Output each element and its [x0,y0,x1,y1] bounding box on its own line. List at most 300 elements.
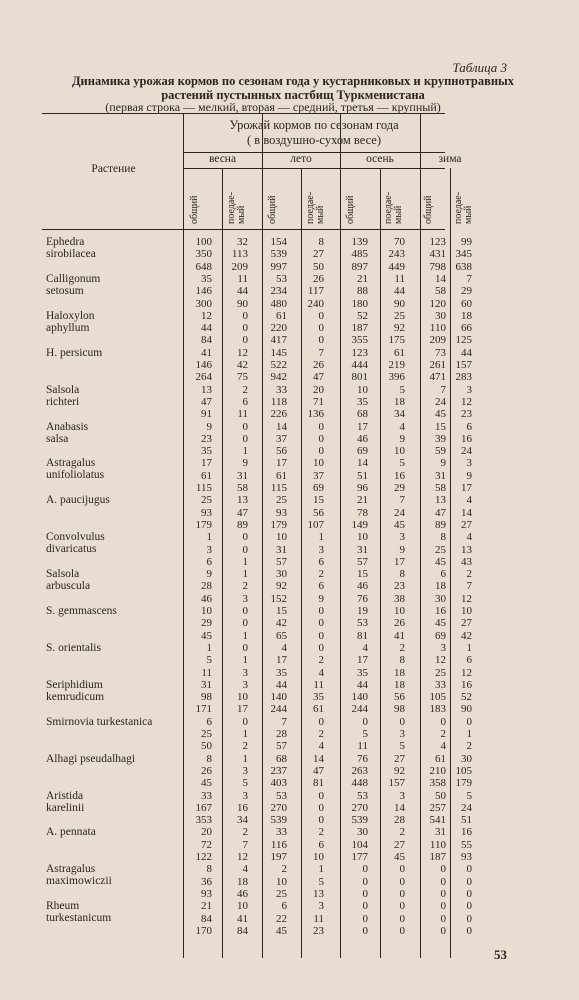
table-cell: 0 [318,432,324,445]
subcolumn-header: поедае- мый [383,191,404,224]
table-cell: 37 [276,432,287,445]
table-cell: 157 [388,777,405,790]
table-cell: 175 [388,334,405,347]
table-cell: 2 [318,654,324,667]
table-cell: 36 [201,875,212,888]
table-cell: 27 [394,838,405,851]
plant-name: Convolvulus divaricatus [46,531,105,556]
rule-header-bottom [42,229,445,230]
table-cell: 93 [461,851,472,863]
table-cell: 0 [466,912,472,925]
table-cell: 8 [399,568,405,581]
table-cell: 15 [357,568,368,581]
table-cell: 116 [270,838,287,851]
table-cell: 14 [276,420,287,433]
table-cell: 13 [313,887,324,900]
table-cell: 145 [270,346,287,359]
table-cell: 10 [394,605,405,617]
table-cell: 10 [237,900,248,913]
table-cell: 28 [394,814,405,827]
table-cell: 27 [461,518,472,531]
table-cell: 12 [237,346,248,359]
table-cell: 35 [357,395,368,408]
table-cell: 14 [313,752,324,765]
table-cell: 30 [461,752,472,765]
table-cell: 4 [362,641,368,654]
table-cell: 17 [276,654,287,667]
table-cell: 0 [242,605,248,617]
table-cell: 53 [276,272,287,285]
table-cell: 78 [357,506,368,519]
table-cell: 350 [195,248,212,261]
table-cell: 68 [276,752,287,765]
table-cell: 61 [276,309,287,322]
table-cell: 997 [270,260,287,273]
table-cell: 0 [466,863,472,876]
table-cell: 0 [440,875,446,888]
table-cell: 5 [466,789,472,802]
table-cell: 0 [362,863,368,876]
table-cell: 4 [318,666,324,679]
table-cell: 270 [351,801,368,814]
table-cell: 22 [276,912,287,925]
table-cell: 30 [276,568,287,581]
table-title: Динамика урожая кормов по сезонам года у кустарниковых и крупнотравных растений пустынных пастбищ Туркменистана [71,74,515,102]
table-cell: 485 [351,248,368,261]
table-cell: 16 [461,826,472,839]
table-cell: 9 [242,457,248,470]
table-cell: 25 [201,494,212,507]
column-rule [183,113,184,958]
table-cell: 0 [242,531,248,544]
table-cell: 46 [357,432,368,445]
plant-name: Rheum turkestanicum [46,900,112,925]
table-cell: 0 [362,900,368,913]
table-cell: 44 [394,285,405,298]
table-cell: 105 [455,764,472,777]
table-cell: 91 [201,408,212,421]
table-cell: 2 [242,740,248,753]
table-cell: 93 [201,506,212,519]
table-cell: 25 [276,887,287,900]
table-cell: 50 [313,260,324,273]
table-cell: 81 [313,777,324,790]
table-cell: 16 [461,432,472,445]
table-cell: 11 [357,740,368,753]
table-cell: 53 [357,789,368,802]
table-cell: 0 [242,641,248,654]
table-cell: 0 [242,715,248,728]
table-cell: 45 [394,851,405,863]
table-cell: 4 [242,863,248,876]
table-cell: 33 [201,789,212,802]
table-cell: 25 [201,728,212,740]
table-cell: 1 [242,568,248,581]
table-cell: 444 [351,359,368,371]
table-cell: 7 [466,580,472,593]
table-cell: 17 [461,482,472,494]
table-cell: 3 [318,900,324,913]
table-cell: 244 [351,703,368,716]
plant-name: Seriphidium kemrudicum [46,678,105,703]
table-cell: 18 [237,875,248,888]
table-cell: 264 [195,371,212,384]
table-cell: 1 [318,863,324,876]
table-cell: 471 [429,371,446,384]
table-cell: 33 [435,678,446,691]
table-cell: 89 [237,518,248,531]
table-cell: 4 [440,740,446,753]
rule-top [42,113,445,114]
table-cell: 31 [435,826,446,839]
table-cell: 2 [318,728,324,740]
table-cell: 0 [440,900,446,913]
table-cell: 25 [435,666,446,679]
table-cell: 47 [313,764,324,777]
table-cell: 240 [307,297,324,310]
table-cell: 47 [237,506,248,519]
table-cell: 90 [461,703,472,716]
table-cell: 10 [237,691,248,704]
table-cell: 25 [394,309,405,322]
table-cell: 25 [435,543,446,556]
table-cell: 99 [461,236,472,248]
table-cell: 1 [242,654,248,667]
subcolumn-header: общий [267,195,278,224]
table-cell: 24 [461,801,472,814]
table-cell: 7 [318,346,324,359]
table-cell: 539 [270,248,287,261]
table-cell: 20 [313,383,324,396]
plant-name: Aristida karelinii [46,789,85,814]
table-cell: 14 [435,272,446,285]
table-cell: 12 [237,851,248,863]
table-cell: 167 [195,801,212,814]
table-cell: 177 [351,851,368,863]
table-cell: 13 [435,494,446,507]
table-cell: 539 [270,814,287,827]
table-cell: 15 [313,494,324,507]
table-cell: 136 [307,408,324,421]
table-cell: 31 [435,469,446,482]
table-cell: 90 [394,297,405,310]
table-cell: 21 [357,494,368,507]
table-cell: 9 [206,420,212,433]
table-cell: 2 [242,580,248,593]
table-cell: 3 [242,789,248,802]
table-subtitle: (первая строка — мелкий, вторая — средний, третья — крупный) [105,100,441,114]
table-cell: 2 [466,740,472,753]
table-cell: 56 [394,691,405,704]
table-cell: 18 [435,580,446,593]
subcolumn-header: общий [189,195,200,224]
table-cell: 59 [435,445,446,458]
table-cell: 5 [399,383,405,396]
table-cell: 0 [318,309,324,322]
table-cell: 261 [429,359,446,371]
season-header: осень [366,153,394,165]
table-cell: 0 [466,924,472,937]
table-cell: 9 [440,457,446,470]
table-cell: 61 [394,346,405,359]
table-cell: 46 [237,887,248,900]
table-cell: 110 [429,838,446,851]
table-cell: 23 [201,432,212,445]
table-cell: 0 [399,875,405,888]
table-cell: 396 [388,371,405,384]
plant-name: Anabasis salsa [46,420,89,445]
table-cell: 120 [429,297,446,310]
plant-column-header: Растение [91,163,136,175]
table-cell: 84 [237,924,248,937]
plant-name: A. paucijugus [46,494,110,507]
table-cell: 8 [206,752,212,765]
table-cell: 1 [466,641,472,654]
table-cell: 47 [201,395,212,408]
table-cell: 5 [362,728,368,740]
table-cell: 57 [357,555,368,568]
table-cell: 42 [237,359,248,371]
plant-name: Smirnovia turkestanica [46,715,153,728]
table-cell: 61 [201,469,212,482]
table-cell: 42 [276,617,287,630]
subcolumn-header: общий [345,195,356,224]
table-cell: 187 [429,851,446,863]
table-cell: 801 [351,371,368,384]
table-cell: 113 [231,248,248,261]
table-cell: 98 [201,691,212,704]
table-cell: 0 [362,924,368,937]
table-cell: 105 [429,691,446,704]
table-cell: 122 [195,851,212,863]
table-cell: 12 [201,309,212,322]
table-cell: 187 [351,322,368,335]
season-header: зима [438,153,462,165]
table-cell: 104 [351,838,368,851]
table-cell: 12 [461,395,472,408]
table-cell: 6 [242,395,248,408]
table-cell: 179 [270,518,287,531]
table-cell: 9 [318,592,324,605]
table-cell: 0 [362,875,368,888]
plant-name: Salsola arbuscula [46,568,91,593]
table-cell: 11 [237,272,248,285]
table-cell: 353 [195,814,212,827]
table-cell: 55 [461,838,472,851]
plant-name: Astragalus unifoliolatus [46,457,105,482]
table-cell: 92 [394,322,405,335]
table-cell: 10 [201,605,212,617]
table-cell: 449 [388,260,405,273]
table-cell: 0 [399,924,405,937]
table-cell: 57 [276,555,287,568]
table-cell: 149 [351,518,368,531]
table-cell: 257 [429,801,446,814]
table-cell: 44 [237,285,248,298]
table-cell: 0 [362,715,368,728]
table-cell: 17 [276,457,287,470]
table-cell: 1 [242,555,248,568]
table-cell: 96 [357,482,368,494]
table-cell: 51 [461,814,472,827]
table-cell: 15 [435,420,446,433]
table-cell: 2 [399,641,405,654]
table-cell: 16 [237,801,248,814]
table-cell: 34 [394,408,405,421]
table-cell: 10 [357,383,368,396]
table-cell: 1 [242,752,248,765]
table-cell: 19 [357,605,368,617]
table-cell: 6 [318,580,324,593]
table-cell: 14 [394,801,405,814]
table-cell: 45 [201,777,212,790]
table-cell: 17 [357,420,368,433]
table-cell: 26 [394,617,405,630]
table-cell: 431 [429,248,446,261]
table-cell: 358 [429,777,446,790]
table-cell: 5 [399,457,405,470]
table-cell: 0 [242,309,248,322]
table-cell: 5 [242,777,248,790]
table-cell: 448 [351,777,368,790]
table-cell: 237 [270,764,287,777]
table-cell: 93 [276,506,287,519]
table-cell: 10 [276,531,287,544]
table-cell: 50 [435,789,446,802]
table-cell: 6 [466,654,472,667]
table-cell: 71 [313,395,324,408]
table-cell: 0 [318,789,324,802]
table-cell: 20 [201,826,212,839]
subcolumn-header: общий [423,195,434,224]
table-cell: 37 [313,469,324,482]
table-cell: 41 [237,912,248,925]
table-cell: 44 [461,346,472,359]
yield-header-line2: ( в воздушно-сухом весе) [247,133,381,147]
table-cell: 1 [206,641,212,654]
table-cell: 84 [201,334,212,347]
table-cell: 68 [357,408,368,421]
table-cell: 61 [276,469,287,482]
table-cell: 170 [195,924,212,937]
table-cell: 35 [201,272,212,285]
subcolumn-header: поедае- мый [305,191,326,224]
table-cell: 33 [276,383,287,396]
table-cell: 16 [394,469,405,482]
table-cell: 1 [242,445,248,458]
table-cell: 0 [318,445,324,458]
table-cell: 244 [270,703,287,716]
table-cell: 243 [388,248,405,261]
table-cell: 61 [435,752,446,765]
table-cell: 81 [357,629,368,642]
table-cell: 2 [399,826,405,839]
table-cell: 10 [313,851,324,863]
table-cell: 4 [466,494,472,507]
table-cell: 3 [242,666,248,679]
table-cell: 7 [466,272,472,285]
table-cell: 3 [399,728,405,740]
table-cell: 6 [318,555,324,568]
table-cell: 152 [270,592,287,605]
table-cell: 4 [318,740,324,753]
table-cell: 1 [206,531,212,544]
table-cell: 11 [313,912,324,925]
table-cell: 70 [394,236,405,248]
table-cell: 123 [351,346,368,359]
table-cell: 76 [357,592,368,605]
table-cell: 58 [237,482,248,494]
plant-name: Ephedra sirobilacea [46,236,96,260]
table-cell: 76 [357,752,368,765]
table-cell: 179 [195,518,212,531]
table-cell: 0 [318,629,324,642]
table-cell: 18 [461,309,472,322]
plant-name: H. persicum [46,346,103,359]
table-cell: 0 [399,887,405,900]
table-cell: 0 [318,322,324,335]
table-cell: 24 [435,395,446,408]
table-cell: 115 [195,482,212,494]
table-cell: 45 [201,629,212,642]
table-cell: 0 [242,420,248,433]
table-cell: 30 [435,592,446,605]
table-cell: 4 [399,420,405,433]
table-cell: 171 [195,703,212,716]
table-cell: 93 [201,887,212,900]
table-cell: 34 [237,814,248,827]
table-cell: 72 [201,838,212,851]
table-cell: 47 [313,371,324,384]
table-cell: 58 [435,482,446,494]
table-cell: 6 [440,568,446,581]
table-cell: 355 [351,334,368,347]
table-cell: 11 [237,408,248,421]
table-cell: 84 [201,912,212,925]
table-cell: 3 [242,764,248,777]
table-cell: 61 [313,703,324,716]
table-cell: 219 [388,359,405,371]
table-cell: 66 [461,322,472,335]
subcolumn-header: поедае- мый [226,191,247,224]
page-number: 53 [494,947,507,962]
table-cell: 18 [394,395,405,408]
table-cell: 17 [237,703,248,716]
table-cell: 0 [466,715,472,728]
table-cell: 146 [195,359,212,371]
table-cell: 45 [276,924,287,937]
plant-name: Salsola richteri [46,383,80,408]
table-cell: 139 [351,236,368,248]
table-cell: 0 [242,543,248,556]
plant-name: Astragalus maximowiczii [46,863,112,888]
table-cell: 46 [201,592,212,605]
table-cell: 300 [195,297,212,310]
table-cell: 17 [201,457,212,470]
table-cell: 27 [461,617,472,630]
table-cell: 44 [357,678,368,691]
table-cell: 11 [394,272,405,285]
table-cell: 157 [455,359,472,371]
table-cell: 0 [242,322,248,335]
table-cell: 5 [318,875,324,888]
table-cell: 16 [461,678,472,691]
table-cell: 56 [313,506,324,519]
table-cell: 115 [270,482,287,494]
table-cell: 2 [281,863,287,876]
table-cell: 345 [455,248,472,261]
table-cell: 10 [313,457,324,470]
